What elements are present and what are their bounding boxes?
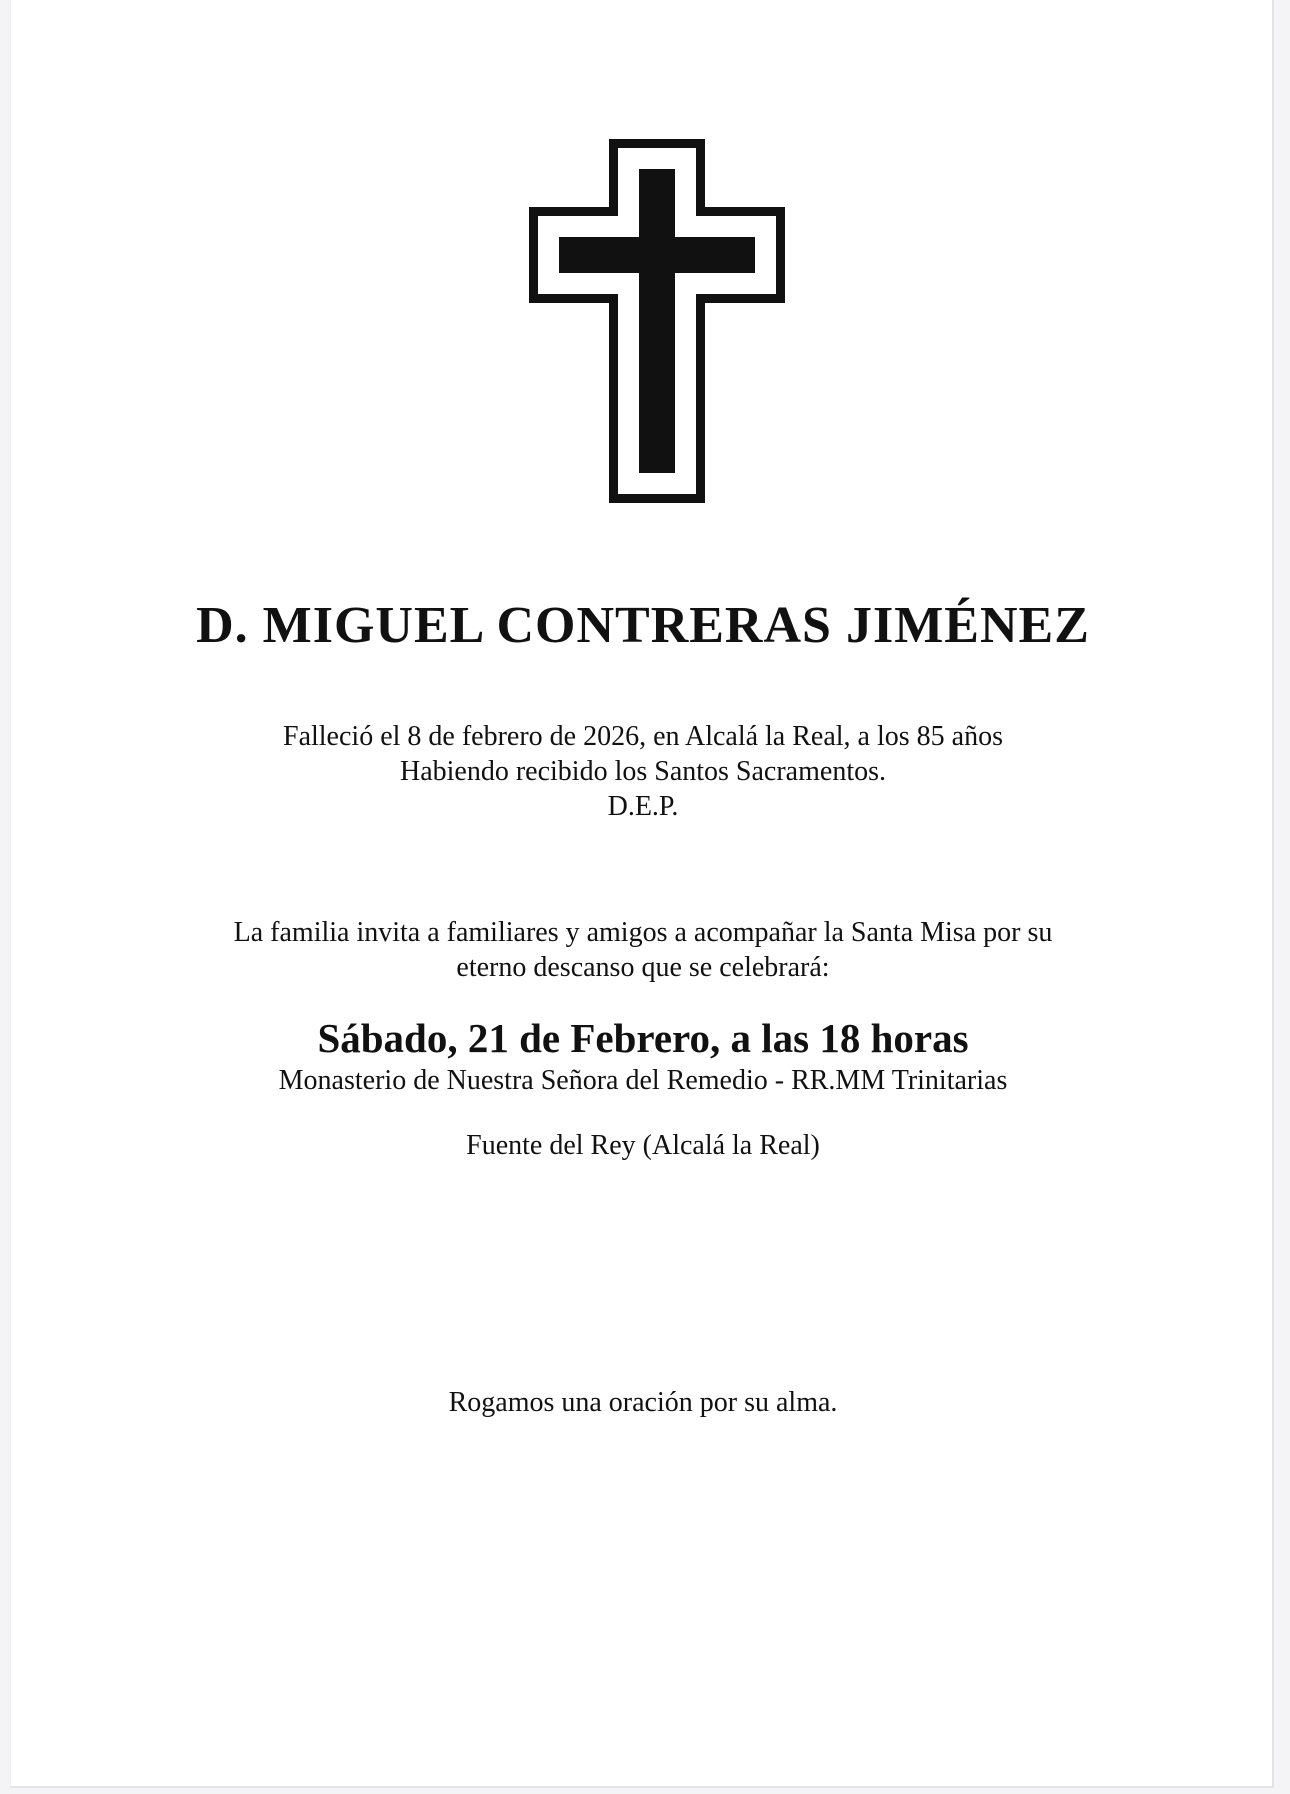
invitation-line-2: eterno descanso que se celebrará:: [456, 952, 830, 983]
obituary-page: [10, 0, 1274, 1788]
rip-line: D.E.P.: [607, 791, 679, 822]
closing-prayer: Rogamos una oración por su alma.: [448, 1387, 838, 1418]
death-notice-line: Falleció el 8 de febrero de 2026, en Alcalá la Real, a los 85 años: [283, 721, 1003, 752]
mass-date-time: Sábado, 21 de Febrero, a las 18 horas: [317, 1015, 969, 1061]
mass-location: Fuente del Rey (Alcalá la Real): [466, 1130, 820, 1161]
cross-icon: [529, 139, 785, 503]
mass-venue: Monasterio de Nuestra Señora del Remedio - RR.MM Trinitarias: [278, 1065, 1008, 1096]
invitation-line: La familia invita a familiares y amigos a acompañar la Santa Misa por su: [233, 917, 1053, 948]
deceased-name: D. MIGUEL CONTRERAS JIMÉNEZ: [196, 597, 1090, 654]
sacraments-line: Habiendo recibido los Santos Sacramentos.: [399, 756, 886, 787]
